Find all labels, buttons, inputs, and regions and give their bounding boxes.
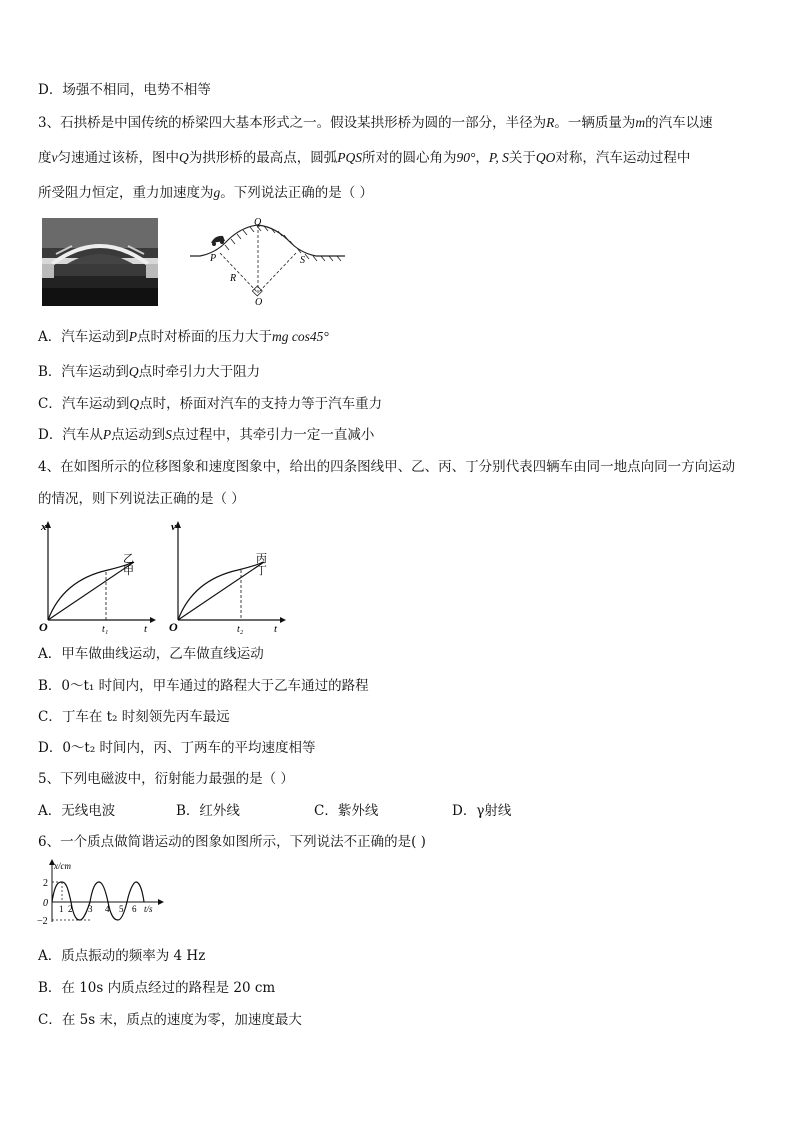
fig2-tick: t₂ xyxy=(237,624,244,635)
fig1-origin: O xyxy=(39,620,48,634)
q3-text: 点时，桥面对汽车的支持力等于汽车重力 xyxy=(139,396,383,412)
q3-text: 。一辆质量为 xyxy=(554,115,636,131)
shm-tick: 3 xyxy=(88,904,93,914)
q4-option-b: B．0～t₁ 时间内，甲车通过的路程大于乙车通过的路程 xyxy=(38,678,369,694)
q4-option-a: A．甲车做曲线运动，乙车做直线运动 xyxy=(38,646,264,662)
fig2-xlabel: t xyxy=(274,623,278,635)
q5-option-b: B．红外线 xyxy=(176,803,240,819)
q3-var-ps: P, S xyxy=(488,150,509,165)
shm-y-neg: −2 xyxy=(37,916,48,927)
q3-var-p: P xyxy=(102,427,112,442)
q3-text: 点过程中，其牵引力一定一直减小 xyxy=(171,427,375,443)
q3-text: 所对的圆心角为 xyxy=(362,150,457,166)
q3-var-qo: QO xyxy=(535,150,556,165)
fig2-origin: O xyxy=(169,620,178,634)
bridge-photo xyxy=(42,218,158,306)
q3-stem-line-3 xyxy=(38,183,373,203)
label-p: P xyxy=(210,253,217,264)
q3-text: 度 xyxy=(38,150,52,166)
q3-text: 为拱形桥的最高点，圆弧 xyxy=(188,150,338,166)
q3-text: 匀速通过该桥，图中 xyxy=(57,150,179,166)
q5-stem: 5、下列电磁波中，衍射能力最强的是（ ） xyxy=(38,771,294,787)
shm-tick: 2 xyxy=(68,904,73,914)
q3-var-m: m xyxy=(635,115,646,130)
q3-text: 点时对桥面的压力大于 xyxy=(137,329,272,345)
fig1-tick: t₁ xyxy=(102,624,109,635)
q3-text: C．汽车运动到 xyxy=(38,396,130,412)
fig1-curve-a-label: 乙 xyxy=(123,553,134,565)
q5-option-d: D．γ射线 xyxy=(452,803,512,819)
q3-var-q: Q xyxy=(128,364,139,379)
q3-stem-line-1 xyxy=(38,113,713,133)
q5-option-c: C．紫外线 xyxy=(314,803,379,819)
q6-option-b: B．在 10s 内质点经过的路程是 20 cm xyxy=(38,980,276,996)
q3-text: 点运动到 xyxy=(111,427,166,443)
q3-var-q: Q xyxy=(129,396,140,411)
q3-var-p: P xyxy=(128,329,137,344)
q3-text: 所受阻力恒定，重力加速度为 xyxy=(38,185,214,201)
shm-tick: 5 xyxy=(119,904,124,914)
q3-option-b xyxy=(38,362,260,382)
q4-stem-line-1: 4、在如图所示的位移图象和速度图象中，给出的四条图线甲、乙、丙、丁分别代表四辆车由同一地点向同一方向运动 xyxy=(38,459,736,475)
q5-option-a: A．无线电波 xyxy=(38,803,116,819)
q3-var-pqs: PQS xyxy=(337,150,362,165)
fig2-curve-a-label: 丙 xyxy=(256,553,267,565)
displacement-time-graph xyxy=(38,518,158,636)
shm-graph xyxy=(36,858,166,928)
fig2-curve-b-label: 丁 xyxy=(256,565,267,577)
q3-var-angle: 90° xyxy=(456,150,476,165)
label-s: S xyxy=(300,255,305,266)
shm-y-zero: 0 xyxy=(43,898,48,909)
q2-option-d: D．场强不相同，电势不相等 xyxy=(38,82,211,98)
q3-var-s: S xyxy=(165,427,172,442)
q6-stem: 6、一个质点做简谐运动的图象如图所示，下列说法不正确的是( ) xyxy=(38,834,426,850)
fig2-ylabel: v xyxy=(171,521,176,533)
q3-text: B．汽车运动到 xyxy=(38,364,129,380)
q4-stem-line-2: 的情况，则下列说法正确的是（ ） xyxy=(38,491,245,507)
q6-option-a: A．质点振动的频率为 4 Hz xyxy=(38,948,206,964)
q3-var-g: g xyxy=(213,185,221,200)
shm-y-pos: 2 xyxy=(43,878,48,889)
q4-option-c: C．丁车在 t₂ 时刻领先丙车最远 xyxy=(38,709,230,725)
q3-text: 3、石拱桥是中国传统的桥梁四大基本形式之一。假设某拱形桥为圆的一部分，半径为 xyxy=(38,115,547,131)
q3-option-c xyxy=(38,394,382,414)
q3-var-q: Q xyxy=(179,150,189,165)
fig1-ylabel: x xyxy=(41,521,47,533)
q3-text: ， xyxy=(475,150,489,166)
shm-tick: 4 xyxy=(105,904,110,914)
q3-text: A．汽车运动到 xyxy=(38,329,129,345)
q3-var-v: v xyxy=(51,150,58,165)
label-o: O xyxy=(255,297,263,305)
shm-tick: 1 xyxy=(59,904,64,914)
q3-text: 关于 xyxy=(508,150,536,166)
q3-expr: mg cos45° xyxy=(272,329,329,344)
q3-text: 对称，汽车运动过程中 xyxy=(555,150,691,166)
fig1-curve-b-label: 甲 xyxy=(123,565,134,577)
shm-tick: 6 xyxy=(132,904,137,914)
q3-stem-line-2 xyxy=(38,148,690,168)
q4-option-d: D．0～t₂ 时间内，丙、丁两车的平均速度相等 xyxy=(38,740,316,756)
q3-text: 的汽车以速 xyxy=(645,115,713,131)
shm-ylabel: x/cm xyxy=(54,861,71,871)
q3-var-r: R xyxy=(546,115,555,130)
q3-text: 点时牵引力大于阻力 xyxy=(138,364,261,380)
q3-option-a xyxy=(38,327,329,347)
shm-xlabel: t/s xyxy=(144,904,153,914)
velocity-time-graph xyxy=(168,518,290,636)
q6-option-c: C．在 5s 末，质点的速度为零，加速度最大 xyxy=(38,1012,302,1028)
label-q: Q xyxy=(254,217,262,228)
q3-text: 。下列说法正确的是（ ） xyxy=(220,185,374,201)
arch-bridge-diagram xyxy=(185,213,350,305)
q3-option-d xyxy=(38,425,374,445)
q3-text: D．汽车从 xyxy=(38,427,103,443)
label-r: R xyxy=(230,273,237,284)
fig1-xlabel: t xyxy=(144,623,148,635)
